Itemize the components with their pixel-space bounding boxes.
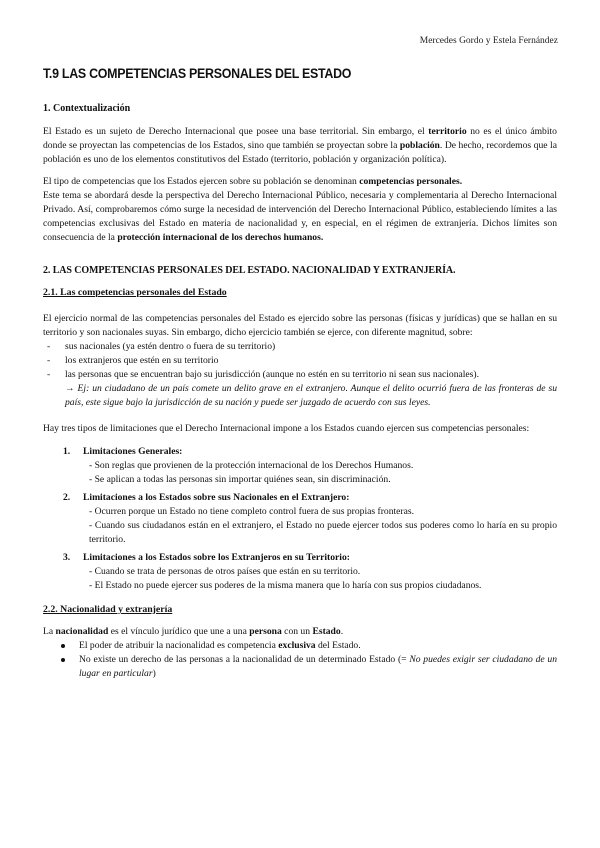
limitation-detail: - Cuando sus ciudadanos están en el extranjero, el Estado no puede ejercer todos sus poderes como lo haría en su propio territorio.	[89, 520, 557, 545]
subsection-2-1-heading: 2.1. Las competencias personales del Estado	[43, 287, 227, 298]
subsection-2-1-paragraph-2: Hay tres tipos de limitaciones que el Derecho Internacional impone a los Estados cuando ejercen sus competencias personales:	[43, 423, 530, 434]
italic-note: No puedes exigir ser ciudadano de un lugar en particular	[79, 654, 558, 679]
nationality-definition	[43, 625, 557, 639]
bold-term-competencias-personales: competencias personales.	[359, 176, 463, 187]
text-run: . De hecho, recordemos que la población es uno de los elementos constitutivos del Estado (territorio, población y organización política).	[43, 140, 557, 165]
bold-term-persona: persona	[249, 626, 282, 637]
text-run: del Estado.	[315, 640, 361, 651]
text-run: es el vínculo jurídico que une a una	[108, 626, 250, 637]
text-run: Este tema se abordará desde la perspectiva del Derecho Internacional Público, necesaria y complementaria al Derecho Internacional Privado. Así, comprobaremos cómo surge la necesidad de intervención del Derecho Internacional Público, estableciendo límites a las competencias exclusivas del Estado en materia de nacionalidad y, en especial, en el régimen de extranjería. Dichos límites son consecuencia de la	[43, 190, 557, 243]
bold-term-nacionalidad: nacionalidad	[55, 626, 109, 637]
section-1-paragraph-1	[43, 125, 557, 167]
section-1-paragraph-2	[43, 175, 557, 189]
section-1-heading: 1. Contextualización	[43, 103, 131, 114]
limitation-detail: - Se aplican a todas las personas sin importar quiénes sean, sin discriminación.	[89, 474, 391, 485]
author-header: Mercedes Gordo y Estela Fernández	[419, 36, 558, 46]
nationality-bullet-list	[43, 639, 557, 681]
example-note: → Ej: un ciudadano de un país comete un delito grave en el extranjero. Aunque el delito ocurrió fuera de las fronteras de su país, este sigue bajo la jurisdicción de su nación y puede ser juzgado de acuerdo con sus leyes.	[65, 383, 557, 408]
limitations-list	[43, 445, 557, 593]
subsection-2-1-paragraph-1: El ejercicio normal de las competencias personales del Estado es ejercido sobre las personas (físicas y jurídicas) que se hallan en su territorio y son nacionales suyas. Sin embargo, dicho ejercicio también se ejerce, con diferente magnitud, sobre:	[43, 313, 557, 338]
list-number: 2.	[63, 492, 71, 503]
limitation-title-text: Limitaciones a los Estados sobre sus Nacionales en el Extranjero:	[83, 492, 350, 503]
text-run: El poder de atribuir la nacionalidad es competencia	[79, 640, 279, 651]
list-item	[43, 653, 557, 681]
limitation-title	[43, 445, 557, 459]
bold-term-proteccion-internacional: protección internacional de los derechos humanos.	[117, 232, 324, 243]
list-number: 1.	[63, 446, 71, 457]
bold-term-territorio: territorio	[428, 126, 467, 137]
list-item: - los extranjeros que estén en su territorio	[43, 354, 557, 368]
limitation-detail: - Cuando se trata de personas de otros países que están en su territorio.	[89, 566, 361, 577]
text-run: El Estado es un sujeto de Derecho Internacional que posee una base territorial. Sin embargo, el	[43, 126, 429, 137]
list-number: 3.	[63, 552, 71, 563]
limitation-title	[43, 491, 557, 505]
text-run: La	[43, 626, 56, 637]
list-item	[43, 639, 557, 653]
text-run: .	[340, 626, 344, 637]
limitation-detail: - El Estado no puede ejercer sus poderes de la misma manera que lo haría con sus propios ciudadanos.	[89, 580, 482, 591]
text-run: no es el único ámbito donde se proyectan las competencias de los Estados, sino que también se proyectan sobre la	[43, 126, 557, 151]
list-item: - las personas que se encuentran bajo su jurisdicción (aunque no estén en su territorio ni sean sus nacionales).	[43, 368, 557, 382]
text-run: El tipo de competencias que los Estados ejercen sobre su población se denominan	[43, 176, 360, 187]
section-2-heading: 2. LAS COMPETENCIAS PERSONALES DEL ESTADO. NACIONALIDAD Y EXTRANJERÍA.	[43, 265, 456, 276]
limitation-title-text: Limitaciones a los Estados sobre los Extranjeros en su Territorio:	[83, 552, 350, 563]
document-title: T.9 LAS COMPETENCIAS PERSONALES DEL ESTADO	[43, 66, 352, 81]
competence-scope-list	[43, 340, 557, 382]
document-body	[43, 102, 557, 681]
text-run: con un	[281, 626, 313, 637]
text-run: No existe un derecho de las personas a la nacionalidad de un determinado Estado (=	[79, 654, 410, 665]
bold-term-exclusiva: exclusiva	[278, 640, 316, 651]
limitation-item	[43, 551, 557, 593]
subsection-2-2-heading: 2.2. Nacionalidad y extranjería	[43, 604, 173, 615]
section-1-paragraph-3	[43, 189, 557, 245]
limitation-item	[43, 491, 557, 547]
text-run: )	[152, 668, 156, 679]
limitation-title	[43, 551, 557, 565]
list-item: - sus nacionales (ya estén dentro o fuera de su territorio)	[43, 340, 557, 354]
limitation-detail: - Son reglas que provienen de la protección internacional de los Derechos Humanos.	[89, 460, 414, 471]
limitation-title-text: Limitaciones Generales:	[83, 446, 183, 457]
bold-term-poblacion: población	[399, 140, 440, 151]
bold-term-estado: Estado	[312, 626, 341, 637]
limitation-detail: - Ocurren porque un Estado no tiene completo control fuera de sus propias fronteras.	[89, 506, 415, 517]
limitation-item	[43, 445, 557, 487]
